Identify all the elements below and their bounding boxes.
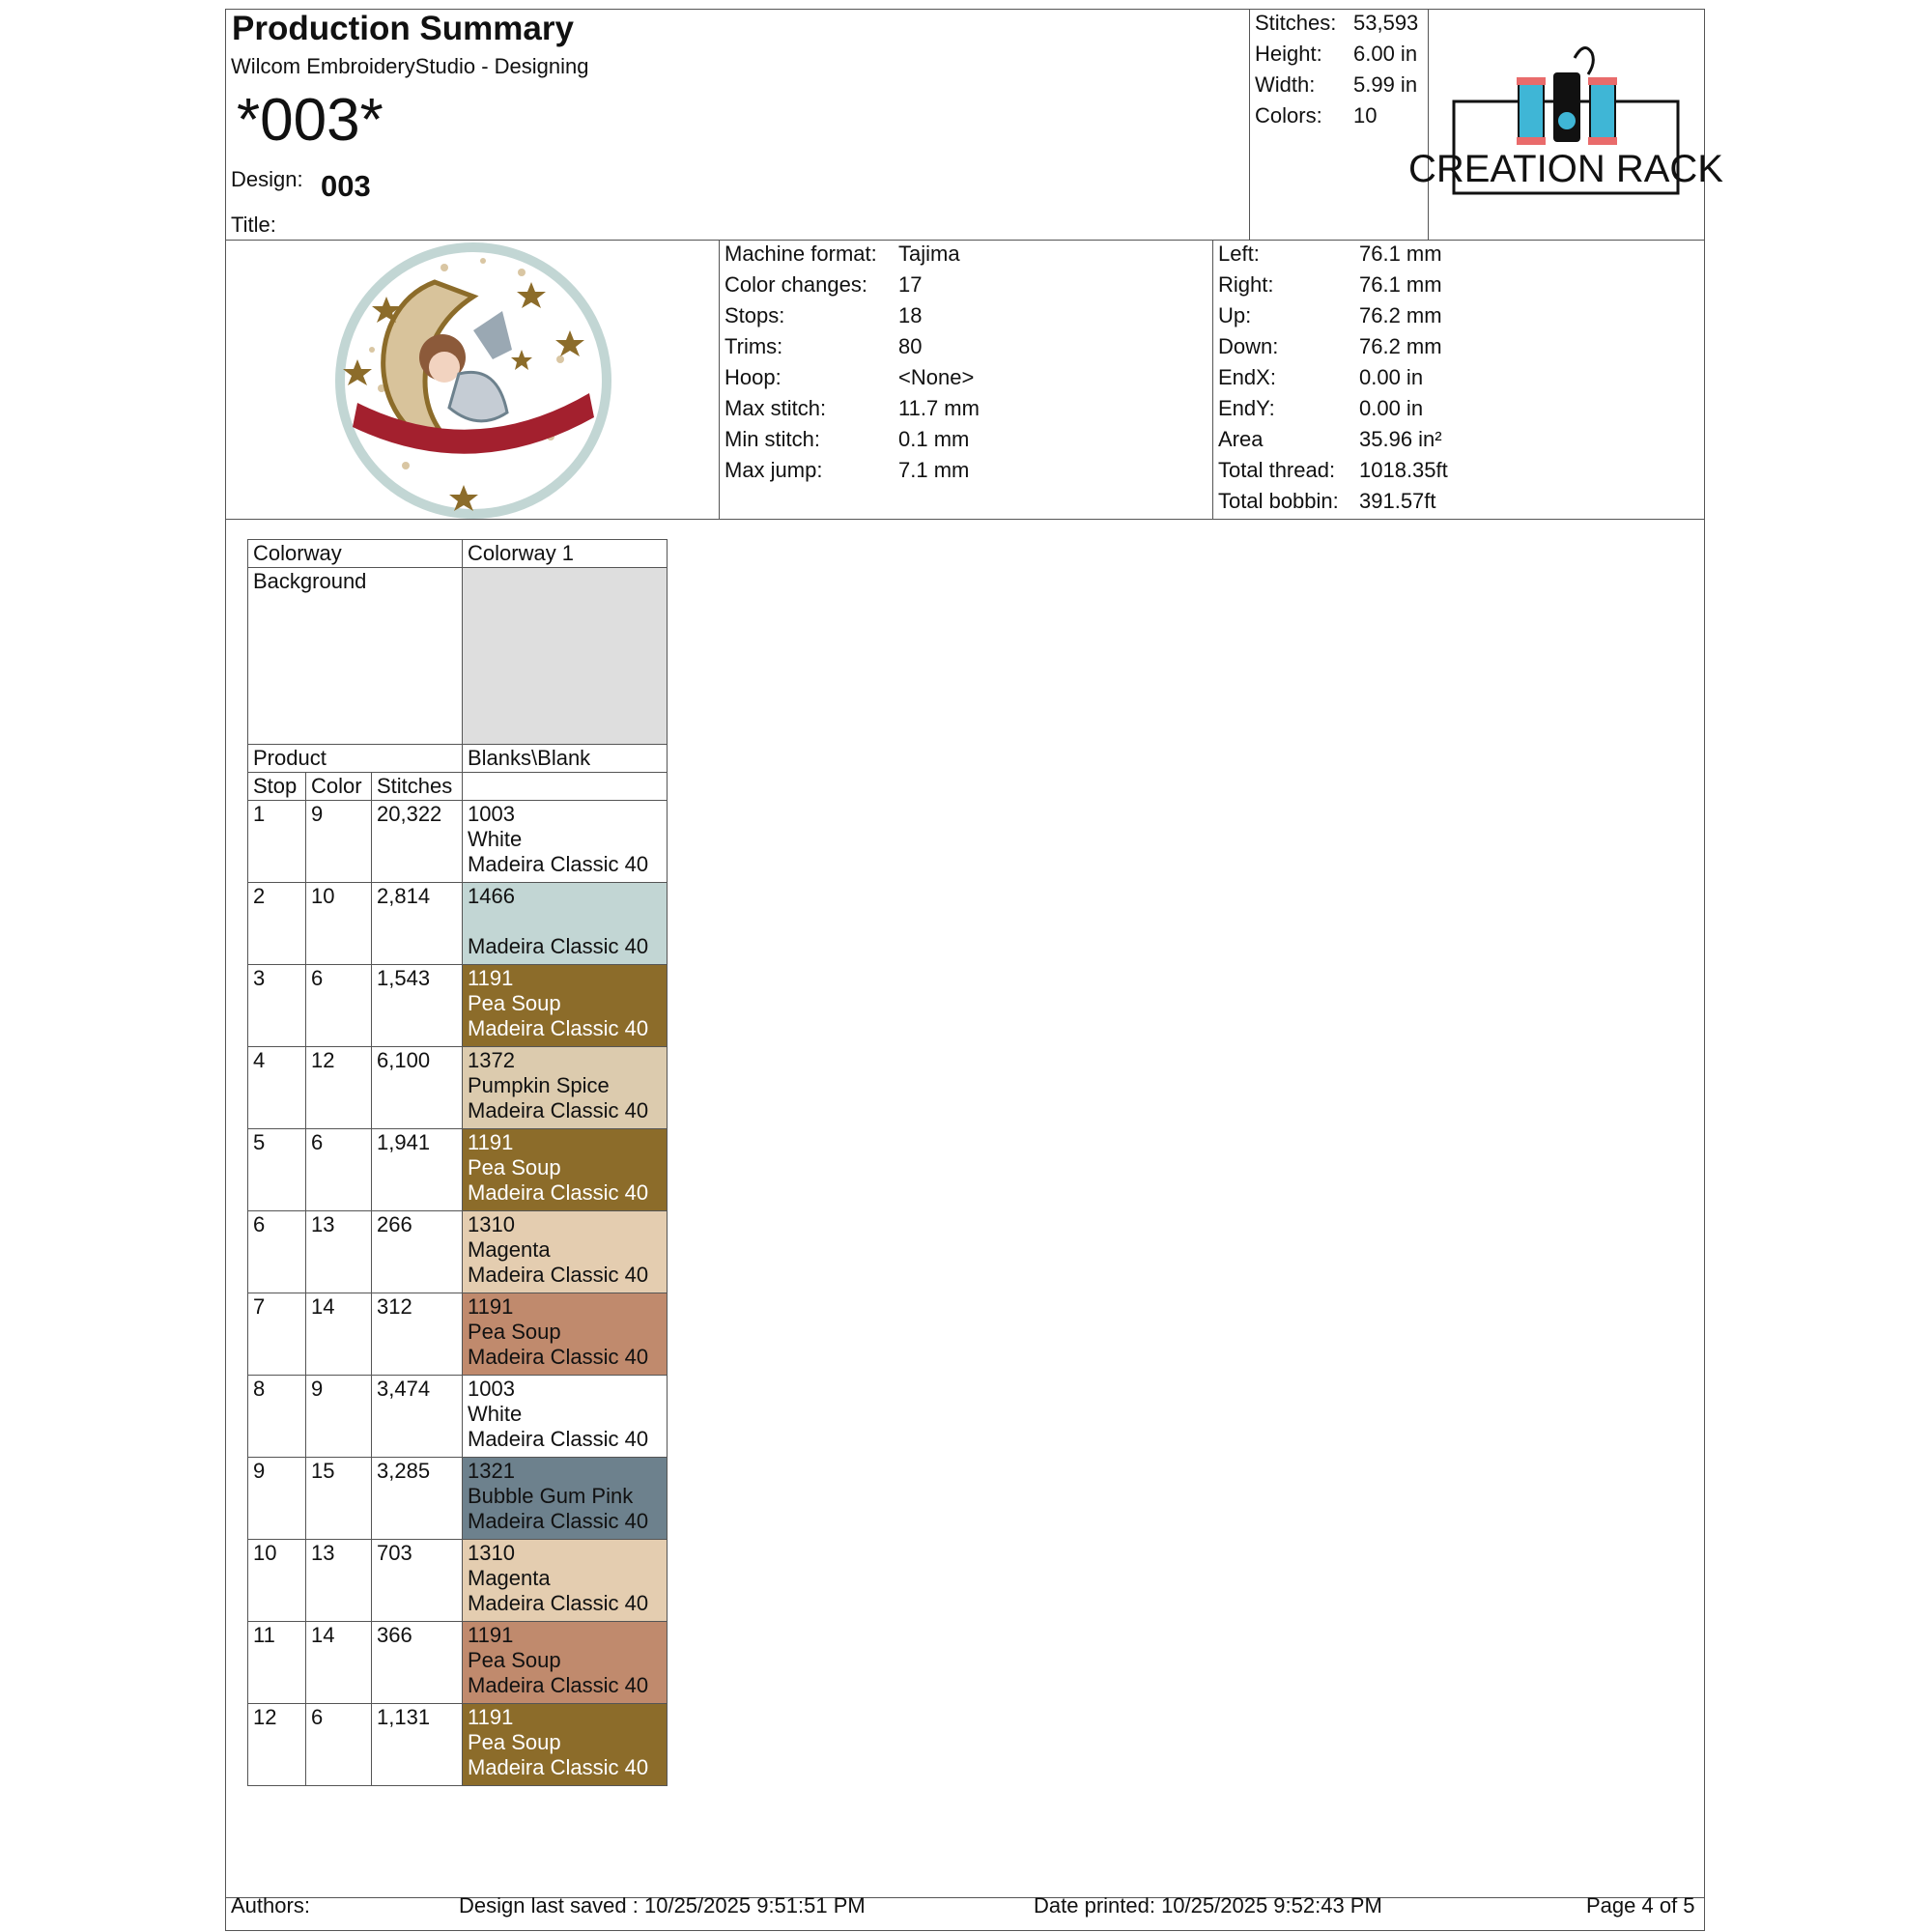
thread-code: 1191 [468,966,514,990]
cell-stitches: 312 [372,1293,463,1376]
divider [225,240,1705,241]
cell-stitches: 20,322 [372,801,463,883]
cell-stitches: 2,814 [372,883,463,965]
divider [1249,9,1250,241]
extents-value: 0.00 in [1359,396,1424,420]
thread-code: 1191 [468,1294,514,1319]
table-row [248,1458,668,1540]
cell-stop: 7 [248,1293,306,1376]
thread-name: Pea Soup [468,991,561,1015]
thread-swatch [463,965,668,1047]
machine-value: 17 [898,272,923,297]
extents-value: 76.2 mm [1359,334,1442,358]
cell-stitches: 6,100 [372,1047,463,1129]
background-swatch [463,568,668,745]
table-row [248,1293,668,1376]
extents-label: EndY: [1218,396,1275,420]
thread-line: Madeira Classic 40 [468,1263,649,1287]
design-code: *003* [237,87,384,154]
cell-stitches: 3,285 [372,1458,463,1540]
summary-label: Colors: [1255,103,1322,128]
summary-value: 10 [1353,103,1378,128]
table-row [248,1540,668,1622]
thread-swatch [463,1293,668,1376]
thread-name: Bubble Gum Pink [468,1484,634,1508]
cell-stop: 8 [248,1376,306,1458]
thread-code: 1310 [468,1212,515,1236]
spool-icon [1519,82,1544,140]
table-row [248,1211,668,1293]
cell-stop: 3 [248,965,306,1047]
thread-name: White [468,827,523,851]
cell-stitches: 266 [372,1211,463,1293]
table-row [248,1622,668,1704]
machine-label: Max stitch: [724,396,827,420]
cell-stop: 6 [248,1211,306,1293]
thread-line: Madeira Classic 40 [468,1427,649,1451]
cell-color: 6 [306,1129,372,1211]
extents-value: 76.1 mm [1359,242,1442,266]
cell-stop: 2 [248,883,306,965]
colorway-table [247,539,668,1786]
cell-color: 10 [306,883,372,965]
thread-name: Magenta [468,1566,551,1590]
machine-label: Min stitch: [724,427,821,451]
thread-swatch [463,1376,668,1458]
design-label: Design: [231,167,303,191]
footer-last-saved: Design last saved : 10/25/2025 9:51:51 PM [459,1893,866,1918]
extents-label: EndX: [1218,365,1276,389]
cell-stop: 4 [248,1047,306,1129]
design-value: 003 [321,169,371,203]
summary-value: 5.99 in [1353,72,1418,97]
thread-name: Pea Soup [468,1155,561,1179]
cell-stop: 11 [248,1622,306,1704]
extents-value: 0.00 in [1359,365,1424,389]
cell-color: 6 [306,965,372,1047]
thread-code: 1003 [468,802,515,826]
machine-label: Stops: [724,303,785,327]
thread-name [468,909,662,934]
thread-code: 1310 [468,1541,515,1565]
thread-swatch [463,1047,668,1129]
thread-name: Pea Soup [468,1730,561,1754]
column-header-stitches: Stitches [372,773,463,801]
footer-authors: Authors: [231,1893,310,1918]
divider [225,519,1705,520]
cell-stitches: 703 [372,1540,463,1622]
extents-label: Right: [1218,272,1274,297]
summary-value: 53,593 [1353,11,1419,35]
machine-value: Tajima [898,242,960,266]
column-header-thread [463,773,668,801]
cell-stop: 10 [248,1540,306,1622]
extents-label: Down: [1218,334,1279,358]
cell-stop: 5 [248,1129,306,1211]
colorway-label: Colorway [248,540,463,568]
subtitle: Wilcom EmbroideryStudio - Designing [231,54,589,78]
cell-stitches: 366 [372,1622,463,1704]
machine-value: 18 [898,303,923,327]
thread-line: Madeira Classic 40 [468,852,649,876]
needle-thread-icon [1575,48,1593,74]
table-row [248,883,668,965]
thread-swatch [463,801,668,883]
thread-code: 1191 [468,1130,514,1154]
cell-stop: 9 [248,1458,306,1540]
thread-swatch [463,1704,668,1786]
footer-date-printed: Date printed: 10/25/2025 9:52:43 PM [1034,1893,1382,1918]
extents-label: Area [1218,427,1264,451]
extents-label: Total bobbin: [1218,489,1339,513]
extents-label: Total thread: [1218,458,1336,482]
creation-rack-logo [1408,39,1723,203]
machine-label: Max jump: [724,458,823,482]
page-title: Production Summary [232,10,574,47]
machine-label: Trims: [724,334,783,358]
thread-line: Madeira Classic 40 [468,1016,649,1040]
summary-label: Width: [1255,72,1316,97]
cell-color: 6 [306,1704,372,1786]
cell-stitches: 1,543 [372,965,463,1047]
thread-code: 1321 [468,1459,515,1483]
thread-code: 1466 [468,884,515,908]
machine-label: Color changes: [724,272,867,297]
column-header-color: Color [306,773,372,801]
machine-value: 11.7 mm [898,396,980,420]
thread-code: 1003 [468,1377,515,1401]
cell-color: 14 [306,1293,372,1376]
thread-swatch [463,1129,668,1211]
table-row [248,1047,668,1129]
divider [719,240,720,520]
extents-value: 35.96 in² [1359,427,1442,451]
cell-stop: 1 [248,801,306,883]
thread-swatch [463,1458,668,1540]
background-label: Background [248,568,463,745]
cell-stitches: 1,131 [372,1704,463,1786]
cell-color: 12 [306,1047,372,1129]
footer-page-number: Page 4 of 5 [1586,1893,1695,1918]
column-header-stop: Stop [248,773,306,801]
thread-line: Madeira Classic 40 [468,1509,649,1533]
divider [1428,9,1429,241]
thread-line: Madeira Classic 40 [468,1673,649,1697]
thread-code: 1191 [468,1623,514,1647]
extents-value: 391.57ft [1359,489,1436,513]
colorway-value: Colorway 1 [463,540,668,568]
extents-label: Left: [1218,242,1260,266]
divider [1212,240,1213,520]
thread-line: Madeira Classic 40 [468,1345,649,1369]
cell-color: 14 [306,1622,372,1704]
thread-name: White [468,1402,523,1426]
thread-name: Pea Soup [468,1320,561,1344]
machine-value: 7.1 mm [898,458,970,482]
extents-label: Up: [1218,303,1252,327]
logo-text: CREATION RACK [1408,148,1723,190]
thread-swatch [463,1211,668,1293]
spool-icon [1553,72,1580,142]
summary-label: Height: [1255,42,1322,66]
design-preview [328,243,618,519]
product-label: Product [248,745,463,773]
spool-icon [1590,82,1615,140]
extents-value: 1018.35ft [1359,458,1448,482]
cell-stitches: 3,474 [372,1376,463,1458]
summary-label: Stitches: [1255,11,1337,35]
cell-color: 13 [306,1540,372,1622]
thread-swatch [463,883,668,965]
summary-value: 6.00 in [1353,42,1418,66]
product-value: Blanks\Blank [463,745,668,773]
thread-swatch [463,1622,668,1704]
cell-color: 13 [306,1211,372,1293]
thread-code: 1372 [468,1048,515,1072]
machine-value: 80 [898,334,923,358]
table-row [248,1376,668,1458]
thread-line: Madeira Classic 40 [468,1591,649,1615]
cell-color: 15 [306,1458,372,1540]
thread-code: 1191 [468,1705,514,1729]
thread-name: Magenta [468,1237,551,1262]
extents-value: 76.1 mm [1359,272,1442,297]
thread-line: Madeira Classic 40 [468,1180,649,1205]
thread-swatch [463,1540,668,1622]
machine-label: Machine format: [724,242,877,266]
thread-line: Madeira Classic 40 [468,1755,649,1779]
machine-value: 0.1 mm [898,427,970,451]
table-row [248,965,668,1047]
thread-name: Pumpkin Spice [468,1073,610,1097]
table-row [248,801,668,883]
title-label: Title: [231,213,276,237]
cell-stitches: 1,941 [372,1129,463,1211]
table-row [248,1704,668,1786]
footer-divider [225,1897,1705,1898]
cell-stop: 12 [248,1704,306,1786]
table-row [248,1129,668,1211]
thread-name: Pea Soup [468,1648,561,1672]
cell-color: 9 [306,1376,372,1458]
thread-line: Madeira Classic 40 [468,1098,649,1122]
thread-line: Madeira Classic 40 [468,934,649,958]
machine-value: <None> [898,365,975,389]
machine-label: Hoop: [724,365,781,389]
cell-color: 9 [306,801,372,883]
extents-value: 76.2 mm [1359,303,1442,327]
